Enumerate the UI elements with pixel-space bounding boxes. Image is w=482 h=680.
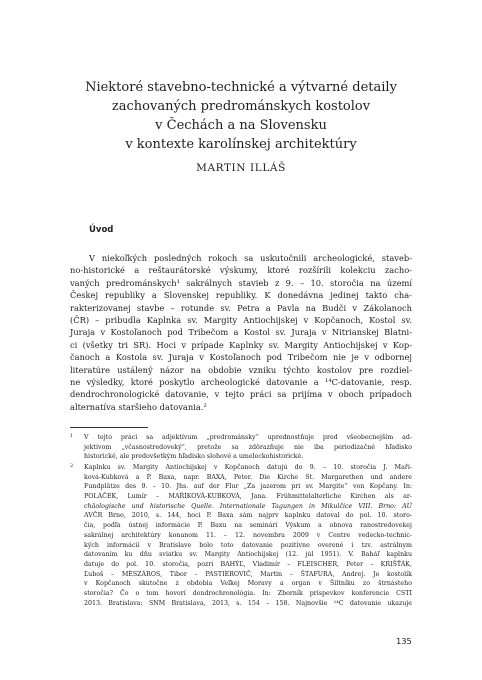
author-name: MARTIN ILLÁŠ: [196, 162, 286, 174]
body-line: literatúre ustálený názor na obdobie vzniku týchto kostolov pre rozdiel-: [70, 364, 412, 375]
body-line: Českej republiky a Slovenskej republiky. K donedávna jedinej takto cha-: [70, 290, 412, 301]
title-line: zachovaných predrománskych kostolov: [111, 99, 371, 114]
footnote-line: datovaním ku dňu sviatku sv. Margity Antiochijskej (12. júl 1951). V. Baháľ kaplnku: [84, 551, 412, 559]
body-line: V niekoľkých posledných rokoch sa uskutočnili archeologické, staveb-: [89, 253, 412, 263]
footnote-line: chäologische und historische Quelle. Internationale Tagungen in Mikulčice VIII. Brno: AÚ: [84, 502, 412, 510]
body-line: Juraja v Kostoľanoch pod Tribečom a Kostol sv. Juraja v Nitrianskej Blatni-: [70, 327, 412, 338]
body-line: ne výsledky, ktoré poskytlo archeologické datovanie a ¹⁴C-datovanie, resp.: [70, 376, 412, 387]
footnote-line: POLÁČEK, Lumír – MAŘÍKOVÁ-KUBKOVÁ, Jana. Frühmittelalterliche Kirchen als ar-: [84, 493, 412, 501]
body-line: vaných predrománskych¹ sakrálnych stavieb z 9. – 10. storočia na území: [70, 277, 412, 288]
body-line: ci (všetky tri SR). Hoci v prípade Kaplnky sv. Margity Antiochijskej v Kop-: [70, 339, 412, 350]
footnote-number: 2: [70, 463, 74, 469]
footnote-line: datuje do pol. 10. storočia, pozri BAHÝĽ, Vladimír – FLEISCHER, Peter – KRIŠŤÁK,: [84, 560, 412, 568]
body-line: (ČR) – pribudla Kaplnka sv. Margity Antiochijskej v Kopčanoch, Kostol sv.: [70, 314, 412, 325]
title-line: v kontexte karolínskej architektúry: [125, 137, 357, 152]
footnote-line: Fundplätze des 9. – 10. Jhs. auf der Flur „Za jazerom pri sv. Margite“ von Kopčany. In:: [84, 483, 412, 491]
body-line: no-historické a reštaurátorské výskumy, ktoré rozšírili kolekciu zacho-: [70, 265, 412, 276]
body-text: [70, 252, 412, 413]
title-line: Niektoré stavebno-technické a výtvarné detaily: [85, 80, 397, 95]
body-line: čanoch a Kostola sv. Juraja v Kostoľanoch pod Tribečom nie je v odbornej: [70, 352, 412, 363]
article-title: [70, 78, 412, 154]
footnote-line: storočia? Čo o tom hovorí dendrochronológia. In: Zborník príspevkov konferencie CSTI: [84, 589, 412, 597]
footnote-line: sakrálnej architektúry konanom 11. – 12. novembra 2009 v Centre vedecko-technic-: [84, 531, 412, 539]
body-line: rakterizovanej stavbe – rotunde sv. Petra a Pavla na Budči v Zákolanoch: [70, 302, 412, 313]
footnote-line: v Kopčanoch skutočne z obdobia Veľkej Moravy a organ v Šiltníku zo štrnásteho: [84, 580, 412, 588]
footnote-line: čia, podľa ústnej informácie P. Baxu na seminári Výskum a obnova ranostredovekej: [84, 522, 412, 530]
footnote-line: V tejto práci sa adjektívum „predrománsky“ uprednostňuje pred všeobecnejším ad-: [84, 434, 412, 441]
footnote-line: AVČR Brno, 2010, s. 144, hoci P. Baxa sám najprv kaplnku datoval do pol. 10. storo-: [84, 512, 412, 520]
footnote-line: kých informácií v Bratislave bolo toto datovanie pozitívne overené i tzv. astrálnym: [84, 541, 412, 549]
footnote-line: Ľuboš – MÉSZÁROS, Tibor – PASTIEROVIČ, Martin – ŠTAFURA, Andrej. Je kostolík: [84, 570, 412, 578]
page-number: 135: [396, 636, 412, 646]
footnote-line: historické, ale predovšetkým hľadisko slohové a umeleckohistorické.: [84, 453, 304, 461]
footnote-line: Kaplnku sv. Margity Antiochijskej v Kopčanoch datujú do 9. – 10. storočia J. Maří-: [84, 464, 412, 471]
title-line: v Čechách a na Slovensku: [155, 118, 327, 133]
section-heading: Úvod: [89, 225, 114, 235]
body-line: dendrochronologické datovanie, v tejto práci sa prijíma v oboch prípadoch: [70, 389, 412, 400]
footnote-divider: [70, 427, 148, 428]
footnote-line: ková-Kubková a P. Baxa, napr. BAXA, Peter. Die Kirche St. Margarethen und andere: [84, 473, 412, 481]
footnote-number: 1: [70, 433, 74, 439]
footnote-line: 2013. Bratislava: SNM Bratislava, 2013, s. 154 – 158. Najnovšie ¹⁴C datovanie ukazuje: [84, 599, 412, 607]
footnote-line: jektívom „včasnostredoveký“, pretože sa zdôrazňuje nie iba periodizačné hľadisko: [84, 443, 412, 451]
body-line: alternatíva staršieho datovania.²: [70, 401, 207, 412]
